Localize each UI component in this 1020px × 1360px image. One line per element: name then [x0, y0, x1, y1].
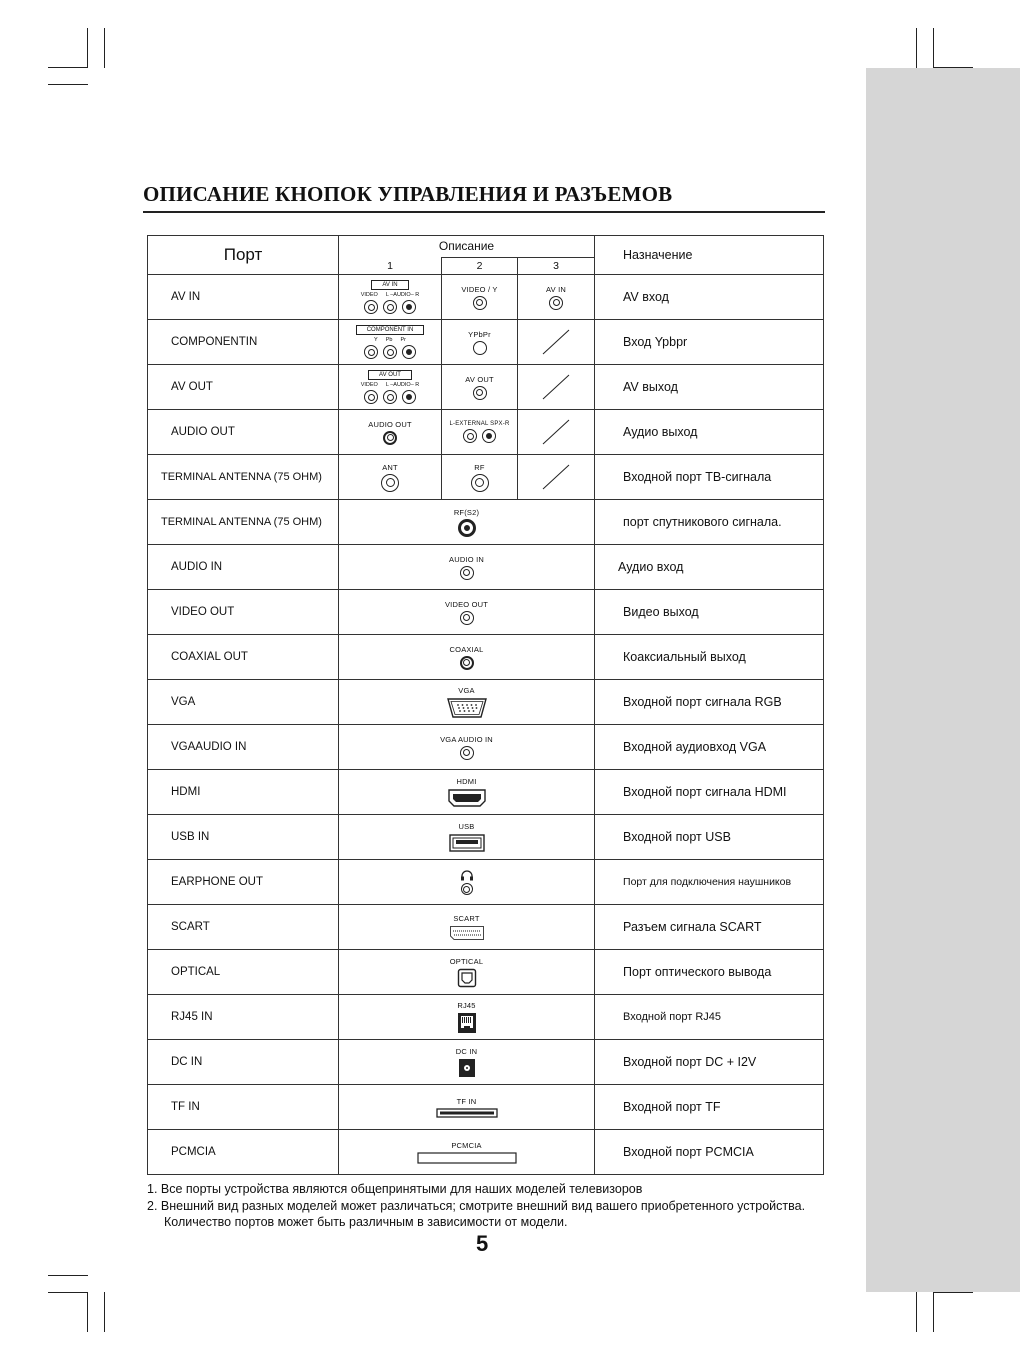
- connector-group-label: AV OUT: [368, 370, 412, 380]
- empty-cell: [518, 455, 595, 500]
- table-row: [148, 320, 824, 365]
- port-name: HDMI: [148, 770, 339, 815]
- rca-jack-icon: [482, 429, 496, 443]
- table-row: [148, 500, 824, 545]
- crop-mark: [48, 1275, 88, 1276]
- ethernet-port-icon: [457, 1012, 477, 1034]
- connector-cell: [339, 590, 595, 635]
- table-row: [148, 770, 824, 815]
- vga-port-icon: [446, 697, 488, 719]
- table-row: [148, 680, 824, 725]
- audio-jack-icon: [460, 566, 474, 580]
- connector-sublabel: Pr: [400, 337, 406, 343]
- connector-label: SCART: [453, 913, 480, 923]
- crop-mark: [933, 28, 934, 68]
- rca-jack-icon: [364, 390, 378, 404]
- table-row: [148, 545, 824, 590]
- crop-mark: [87, 28, 88, 68]
- connector-cell: [339, 905, 595, 950]
- port-name: VIDEO OUT: [148, 590, 339, 635]
- port-destination: Входной порт TF: [595, 1085, 824, 1130]
- audio-jack-icon: [460, 746, 474, 760]
- crop-mark: [48, 84, 88, 85]
- connector-cell: [339, 1085, 595, 1130]
- rca-jack-icon: [383, 390, 397, 404]
- not-applicable-slash-icon: [541, 328, 571, 356]
- crop-mark: [104, 28, 105, 68]
- connector-sublabel: VIDEO: [360, 292, 378, 298]
- port-destination: Вход Ypbpr: [595, 320, 824, 365]
- port-destination: Разъем сигнала SCART: [595, 905, 824, 950]
- connector-label: RF(S2): [453, 507, 480, 517]
- connector-cell: [442, 275, 518, 320]
- table-row: [148, 1085, 824, 1130]
- connector-cell: [442, 410, 518, 455]
- port-name: TERMINAL ANTENNA (75 OHM): [148, 455, 339, 500]
- port-name: EARPHONE OUT: [148, 860, 339, 905]
- pcmcia-slot-icon: [417, 1152, 517, 1164]
- headphones-icon: [460, 869, 474, 881]
- hdmi-port-icon: [447, 788, 487, 808]
- audio-jack-icon: [383, 431, 397, 445]
- crop-mark: [104, 1292, 105, 1332]
- satellite-jack-icon: [458, 519, 476, 537]
- crop-mark: [916, 28, 917, 68]
- port-destination: Входной аудиовход VGA: [595, 725, 824, 770]
- port-destination: Входной порт сигнала HDMI: [595, 770, 824, 815]
- header-description: Описание: [339, 236, 595, 258]
- title-underline: [143, 211, 825, 213]
- port-name: TF IN: [148, 1085, 339, 1130]
- crop-mark: [933, 1292, 973, 1293]
- port-name: AV IN: [148, 275, 339, 320]
- connector-label: VGA: [458, 685, 475, 695]
- rca-jack-icon: [364, 345, 378, 359]
- connector-label: USB: [458, 821, 475, 831]
- port-name: COAXIAL OUT: [148, 635, 339, 680]
- connector-sublabel: VIDEO: [360, 382, 378, 388]
- table-row: [148, 860, 824, 905]
- port-destination: порт спутникового сигнала.: [595, 500, 824, 545]
- table-row: [148, 1040, 824, 1085]
- port-destination: AV вход: [595, 275, 824, 320]
- port-name: PCMCIA: [148, 1130, 339, 1175]
- connector-label: RJ45: [457, 1000, 476, 1010]
- connector-cell: [339, 410, 442, 455]
- connector-cell: [442, 455, 518, 500]
- connector-cell: [339, 455, 442, 500]
- table-row: [148, 725, 824, 770]
- connector-cell: [339, 770, 595, 815]
- rca-jack-icon: [383, 300, 397, 314]
- empty-cell: [518, 365, 595, 410]
- connector-label: YPbPr: [468, 329, 491, 339]
- footnotes: [147, 1181, 824, 1231]
- connector-sublabel: L –AUDIO– R: [385, 382, 420, 388]
- connector-label: OPTICAL: [449, 956, 484, 966]
- connector-cell: [339, 275, 442, 320]
- table-row: [148, 635, 824, 680]
- port-destination: Входной порт USB: [595, 815, 824, 860]
- port-destination: AV выход: [595, 365, 824, 410]
- connector-label: DC IN: [455, 1046, 478, 1056]
- connector-cell: [518, 275, 595, 320]
- connector-label: PCMCIA: [451, 1140, 482, 1150]
- connector-cell: [339, 1130, 595, 1175]
- connector-cell: [442, 365, 518, 410]
- connector-label: HDMI: [456, 776, 477, 786]
- connector-cell: [442, 320, 518, 365]
- crop-mark: [933, 1292, 934, 1332]
- port-name: USB IN: [148, 815, 339, 860]
- rca-jack-icon: [473, 386, 487, 400]
- not-applicable-slash-icon: [541, 418, 571, 446]
- port-destination: Порт для подключения наушников: [595, 860, 824, 905]
- port-name: TERMINAL ANTENNA (75 OHM): [148, 500, 339, 545]
- header-col-3: 3: [518, 257, 595, 274]
- port-destination: Аудио вход: [595, 545, 824, 590]
- port-name: RJ45 IN: [148, 995, 339, 1040]
- table-row: [148, 455, 824, 500]
- dc-power-port-icon: [458, 1058, 476, 1078]
- header-destination: Назначение: [595, 236, 824, 275]
- earphone-jack-icon: [461, 883, 473, 895]
- rca-jack-icon: [549, 296, 563, 310]
- rca-jack-icon: [473, 296, 487, 310]
- connector-label: ANT: [382, 462, 398, 472]
- connector-label: VIDEO OUT: [444, 599, 489, 609]
- connector-cell: [339, 725, 595, 770]
- header-port: Порт: [148, 236, 339, 275]
- table-row: [148, 905, 824, 950]
- table-row: [148, 995, 824, 1040]
- connector-label: TF IN: [456, 1096, 477, 1106]
- connector-sublabel: Y: [374, 337, 378, 343]
- page-number: 5: [476, 1231, 489, 1256]
- connector-cell: [339, 680, 595, 725]
- port-name: AUDIO OUT: [148, 410, 339, 455]
- connector-group-label: COMPONENT IN: [356, 325, 425, 335]
- port-destination: Входной порт DC + I2V: [595, 1040, 824, 1085]
- antenna-jack-icon: [381, 474, 399, 492]
- connector-label: RF: [474, 462, 485, 472]
- footnote: 2. Внешний вид разных моделей может различаться; смотрите внешний вид вашего приобретенного устройства. Количество портов может быть различным в зависимости от модели.: [147, 1198, 806, 1229]
- port-destination: Входной порт сигнала RGB: [595, 680, 824, 725]
- video-jack-icon: [460, 611, 474, 625]
- connector-cell: [339, 950, 595, 995]
- connector-cell: [339, 365, 442, 410]
- scart-port-icon: [449, 925, 485, 941]
- side-tab-strip: [866, 68, 1020, 1292]
- not-applicable-slash-icon: [541, 373, 571, 401]
- optical-port-icon: [457, 968, 477, 988]
- table-row: [148, 365, 824, 410]
- empty-cell: [518, 410, 595, 455]
- connector-label: VGA AUDIO IN: [440, 734, 493, 744]
- not-applicable-slash-icon: [541, 463, 571, 491]
- rca-jack-icon: [402, 390, 416, 404]
- tf-card-slot-icon: [436, 1108, 498, 1118]
- header-col-2: 2: [442, 257, 518, 274]
- port-name: OPTICAL: [148, 950, 339, 995]
- crop-mark: [87, 1292, 88, 1332]
- coaxial-jack-icon: [460, 656, 474, 670]
- port-destination: Порт оптического вывода: [595, 950, 824, 995]
- connector-cell: [339, 635, 595, 680]
- ports-table: [147, 235, 824, 1175]
- usb-port-icon: [448, 833, 486, 853]
- rca-jack-icon: [463, 429, 477, 443]
- footnote: 1. Все порты устройства являются общепринятыми для наших моделей телевизоров: [147, 1182, 643, 1196]
- port-name: COMPONENTIN: [148, 320, 339, 365]
- connector-label: AV IN: [545, 284, 567, 294]
- port-name: DC IN: [148, 1040, 339, 1085]
- rca-jack-icon: [473, 341, 487, 355]
- connector-cell: [339, 1040, 595, 1085]
- table-row: [148, 275, 824, 320]
- rca-jack-icon: [364, 300, 378, 314]
- connector-cell: [339, 320, 442, 365]
- connector-cell: [339, 545, 595, 590]
- port-name: SCART: [148, 905, 339, 950]
- empty-cell: [518, 320, 595, 365]
- connector-label: AUDIO OUT: [368, 419, 412, 429]
- connector-cell: [339, 815, 595, 860]
- table-row: [148, 410, 824, 455]
- connector-label: AV OUT: [465, 374, 494, 384]
- port-destination: Коаксиальный выход: [595, 635, 824, 680]
- header-col-1: 1: [339, 257, 442, 274]
- rf-jack-icon: [471, 474, 489, 492]
- table-row: [148, 815, 824, 860]
- connector-cell: [339, 995, 595, 1040]
- crop-mark: [48, 1292, 88, 1293]
- crop-mark: [916, 1292, 917, 1332]
- connector-sublabel: Pb: [385, 337, 393, 343]
- table-row: [148, 590, 824, 635]
- connector-cell: [339, 500, 595, 545]
- port-destination: Видео выход: [595, 590, 824, 635]
- connector-label: AUDIO IN: [449, 554, 484, 564]
- connector-label: L-EXTERNAL SPX-R: [449, 421, 510, 427]
- port-destination: Аудио выход: [595, 410, 824, 455]
- rca-jack-icon: [402, 345, 416, 359]
- port-name: AV OUT: [148, 365, 339, 410]
- table-row: [148, 1130, 824, 1175]
- port-name: VGA: [148, 680, 339, 725]
- connector-label: VIDEO / Y: [461, 284, 498, 294]
- port-destination: Входной порт ТВ-сигнала: [595, 455, 824, 500]
- rca-jack-icon: [383, 345, 397, 359]
- crop-mark: [48, 67, 88, 68]
- connector-sublabel: L –AUDIO– R: [385, 292, 420, 298]
- connector-group-label: AV IN: [371, 280, 408, 290]
- rca-jack-icon: [402, 300, 416, 314]
- connector-label: COAXIAL: [449, 644, 484, 654]
- connector-cell: [339, 860, 595, 905]
- port-name: AUDIO IN: [148, 545, 339, 590]
- page-title: ОПИСАНИЕ КНОПОК УПРАВЛЕНИЯ И РАЗЪЕМОВ: [143, 182, 673, 206]
- table-row: [148, 950, 824, 995]
- port-name: VGAAUDIO IN: [148, 725, 339, 770]
- port-destination: Входной порт RJ45: [595, 995, 824, 1040]
- port-destination: Входной порт PCMCIA: [595, 1130, 824, 1175]
